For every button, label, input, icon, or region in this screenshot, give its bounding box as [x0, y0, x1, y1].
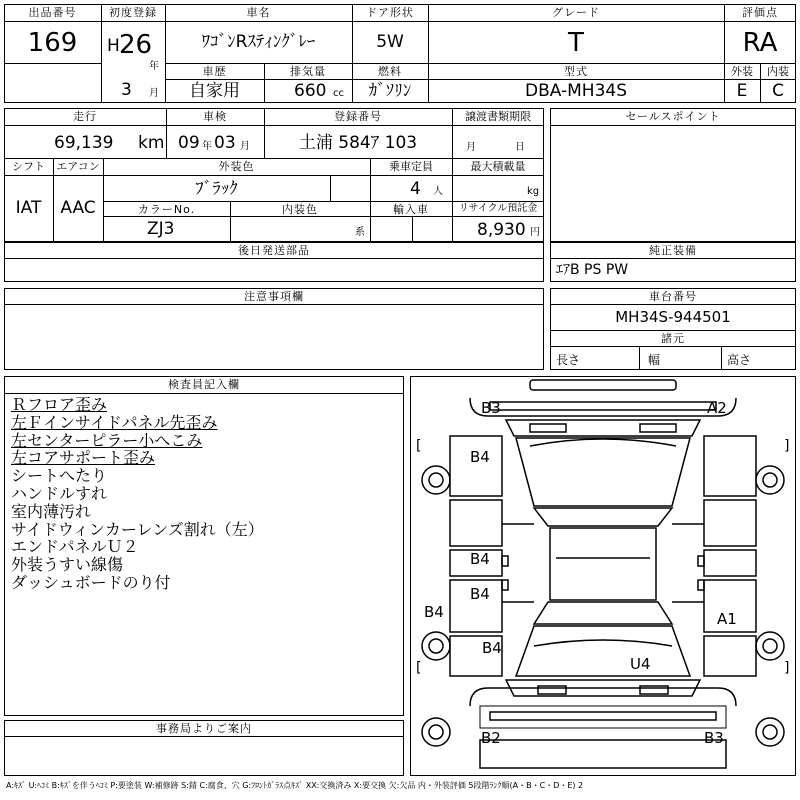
- door-label: ドア形状: [366, 6, 414, 19]
- damage-mark-b4-left-2: B4: [470, 585, 490, 603]
- inspector-line: エンドパネルＵ２: [11, 537, 139, 557]
- color-label: 外装色: [218, 160, 255, 173]
- divider: [724, 79, 796, 80]
- inspection-month: 03: [214, 133, 236, 153]
- month-unit: 月: [149, 88, 159, 99]
- divider: [4, 393, 404, 394]
- score-value: RA: [742, 28, 778, 58]
- divider: [4, 21, 724, 22]
- divider: [550, 258, 796, 259]
- load-unit: kg: [527, 186, 540, 197]
- transfer-month: 月: [466, 142, 476, 153]
- ac-label: エアコン: [56, 160, 100, 173]
- divider: [4, 258, 544, 259]
- divider: [101, 4, 102, 103]
- width-label: 幅: [648, 353, 661, 367]
- divider: [4, 175, 544, 176]
- color-no-label: カラーNo.: [137, 203, 196, 216]
- grade-label: グレード: [552, 6, 600, 19]
- chassis-label: 車台番号: [649, 290, 697, 303]
- recycle-label: リサイクル預託金: [458, 203, 538, 214]
- transfer-day: 日: [515, 142, 525, 153]
- damage-mark-b3-top: B3: [481, 399, 501, 417]
- damage-mark-b4-side: B4: [424, 603, 444, 621]
- divider: [165, 63, 796, 64]
- inspector-line: 室内薄汚れ: [11, 501, 92, 521]
- divider: [724, 21, 796, 22]
- inspection-year-unit: 年: [202, 141, 212, 152]
- divider: [550, 125, 796, 126]
- caution-label: 注意事項欄: [244, 290, 304, 303]
- ext-value: E: [736, 81, 748, 101]
- divider: [550, 330, 796, 331]
- divider: [550, 346, 796, 347]
- equipment-label: 純正装備: [649, 244, 697, 257]
- lot-label: 出品番号: [28, 6, 77, 19]
- displacement-unit: cc: [333, 88, 344, 99]
- damage-mark-b4-front-left: B4: [470, 448, 490, 466]
- displacement-label: 排気量: [290, 65, 326, 78]
- inspector-line: 左センターピラー小へこみ: [11, 430, 203, 450]
- svg-text:]: ]: [784, 660, 790, 676]
- divider: [4, 304, 544, 305]
- model-value: DBA-MH34S: [524, 81, 628, 101]
- svg-text:[: [: [416, 660, 422, 676]
- divider: [4, 158, 544, 159]
- mileage-label: 走行: [73, 110, 97, 123]
- svg-text:[: [: [416, 438, 422, 454]
- score-label: 評価点: [742, 6, 778, 19]
- year-unit: 年: [149, 61, 159, 72]
- divider: [412, 216, 413, 242]
- inspector-line: 左Ｆインサイドパネル先歪み: [11, 412, 218, 432]
- first-reg-label: 初度登録: [109, 6, 157, 19]
- inspection-label: 車検: [203, 110, 227, 123]
- name-value: ﾜｺﾞﾝRｽﾃｨﾝｸﾞﾚｰ: [201, 32, 316, 52]
- sales-point-label: セールスポイント: [625, 110, 721, 123]
- damage-mark-b4-left-1: B4: [470, 550, 490, 568]
- chassis-value: MH34S-944501: [615, 308, 731, 326]
- office-label: 事務局よりご案内: [156, 722, 252, 735]
- divider: [103, 201, 544, 202]
- capacity-unit: 人: [433, 186, 443, 197]
- later-parts-label: 後日発送部品: [238, 244, 310, 257]
- int-value: C: [772, 81, 784, 101]
- divider: [721, 346, 722, 370]
- inspector-title: 検査員記入欄: [168, 378, 240, 391]
- color-value: ﾌﾞﾗｯｸ: [195, 179, 238, 199]
- era-value: H: [107, 36, 120, 56]
- damage-mark-b3-bottom: B3: [704, 729, 724, 747]
- divider: [165, 79, 724, 80]
- divider: [550, 304, 796, 305]
- recycle-unit: 円: [530, 227, 540, 238]
- mileage-unit: km: [138, 133, 165, 153]
- capacity-value: 4: [410, 179, 421, 199]
- divider: [639, 346, 640, 370]
- int-color-unit: 系: [355, 227, 365, 238]
- legend-text: A:ｷｽﾞ U:ﾍｺﾐ B:ｷｽﾞを伴うﾍｺﾐ P:要塗装 W:補修跡 S:錆 C:腐食、穴 G:ﾌﾛﾝﾄｶﾞﾗｽ点ｷｽﾞ XX:交換済み X:要交換 欠:欠品 内・外装評価 5段階ﾗﾝｸ順(A・B・C・D・E) 2: [6, 781, 584, 790]
- inspector-line: Ｒフロア歪み: [11, 395, 108, 414]
- sales-point-block: [550, 108, 796, 242]
- door-value: 5W: [376, 32, 404, 52]
- height-label: 高さ: [727, 353, 752, 367]
- year-value: 26: [119, 30, 153, 60]
- mileage-value: 69,139: [54, 133, 114, 153]
- damage-mark-u4: U4: [630, 655, 651, 673]
- capacity-label: 乗車定員: [389, 160, 433, 173]
- fuel-label: 燃料: [378, 65, 402, 78]
- inspector-line: ダッシュボードのり付: [11, 573, 171, 592]
- divider: [330, 175, 331, 201]
- length-label: 長さ: [556, 353, 581, 367]
- divider: [103, 216, 544, 217]
- fuel-value: ｶﾞｿﾘﾝ: [368, 81, 412, 101]
- color-no-value: ZJ3: [147, 219, 175, 239]
- import-label: 輸入車: [393, 203, 429, 216]
- history-label: 車歴: [202, 65, 227, 78]
- damage-mark-b2: B2: [481, 729, 501, 747]
- damage-mark-a2-top: A2: [707, 399, 727, 417]
- car-diagram: [410, 376, 796, 776]
- grade-value: T: [568, 28, 584, 58]
- shift-label: シフト: [12, 160, 45, 173]
- inspection-year: 09: [178, 133, 200, 153]
- int-color-label: 内装色: [282, 203, 318, 216]
- plate-label: 登録番号: [334, 110, 382, 123]
- plate-value: 土浦 584ｱ 103: [298, 133, 418, 153]
- inspection-month-unit: 月: [240, 141, 250, 152]
- damage-mark-b4-rear-left: B4: [482, 639, 502, 657]
- equipment-value: ｴｱB PS PW: [556, 262, 629, 278]
- inspector-line: サイドウィンカーレンズ割れ（左）: [11, 519, 264, 539]
- inspector-line: 左コアサポート歪み: [11, 448, 156, 468]
- svg-text:]: ]: [784, 438, 790, 454]
- inspector-line: シートへたり: [11, 466, 108, 486]
- int-label: 内装: [767, 65, 789, 78]
- load-label: 最大積載量: [470, 160, 526, 173]
- divider: [4, 736, 404, 737]
- transfer-label: 譲渡書類期限: [465, 110, 531, 123]
- divider: [4, 125, 544, 126]
- specs-label: 諸元: [661, 332, 685, 345]
- ext-label: 外装: [731, 65, 753, 78]
- inspector-line: 外装うすい線傷: [11, 555, 124, 575]
- inspector-line: ハンドルすれ: [11, 484, 108, 503]
- lot-value: 169: [27, 28, 78, 58]
- month-value: 3: [121, 80, 132, 100]
- shift-value: IAT: [15, 198, 42, 218]
- displacement-value: 660: [294, 81, 327, 101]
- damage-mark-a1: A1: [717, 610, 737, 628]
- model-label: 型式: [564, 65, 588, 78]
- ac-value: AAC: [60, 198, 96, 218]
- divider: [4, 63, 101, 64]
- history-value: 自家用: [189, 81, 240, 101]
- name-label: 車名: [246, 6, 271, 19]
- recycle-value: 8,930: [477, 220, 526, 240]
